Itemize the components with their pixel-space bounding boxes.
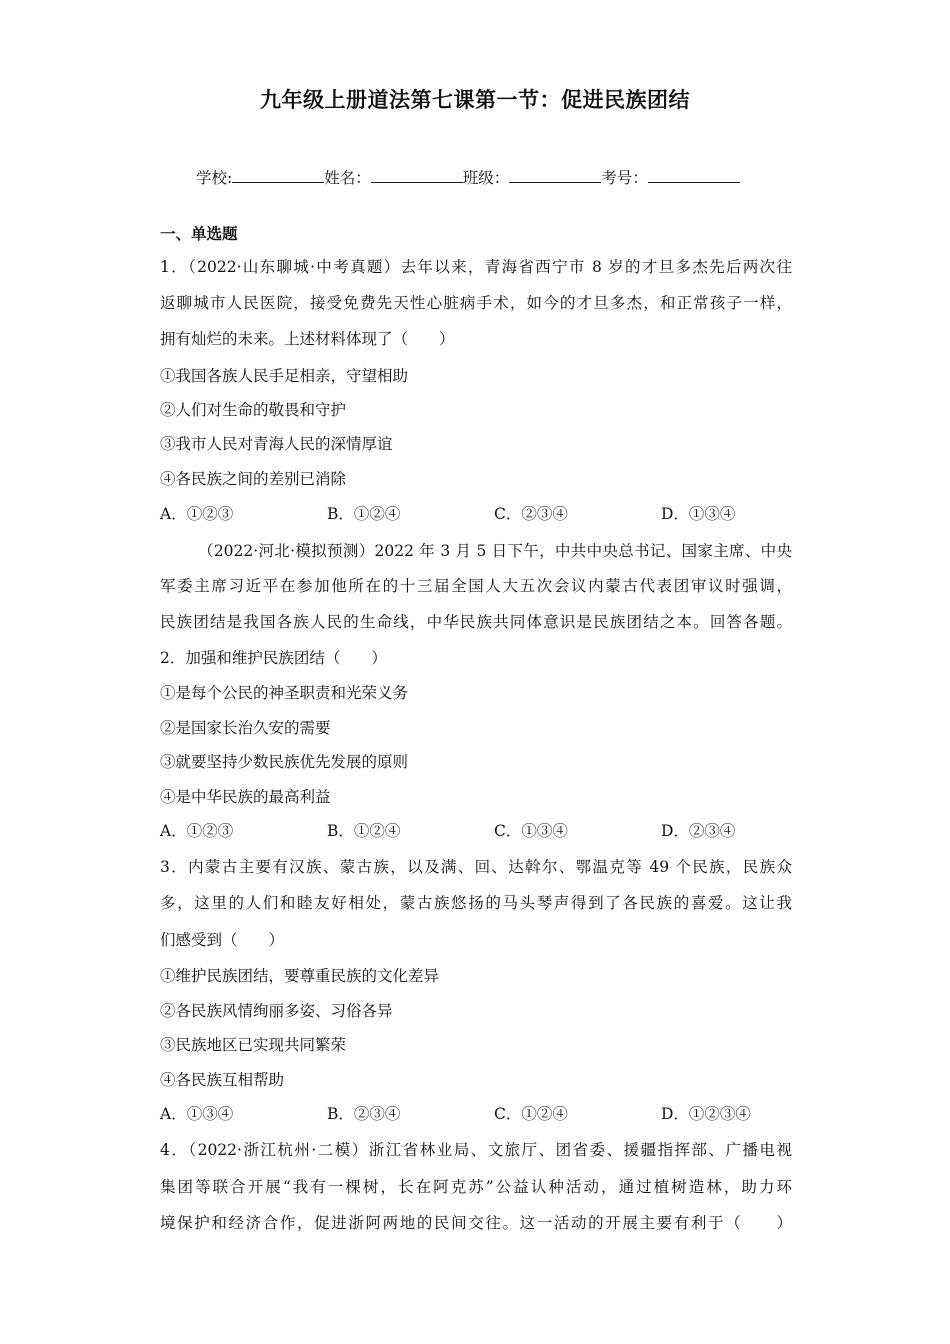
q2-line-1: 2．加强和维护民族团结（ ） (160, 649, 387, 667)
q1-option-a: A．①②③ (160, 505, 234, 523)
q3-option-a: A．①③④ (160, 1105, 234, 1123)
school-label: 学校: (196, 169, 233, 187)
material-line-3: 民族团结是我国各族人民的生命线，中华民族共同体意识是民族团结之本。回答各题。 (160, 613, 792, 631)
q3-item-2: ②各民族风情绚丽多姿、习俗各异 (160, 1002, 393, 1020)
q1-line-2: 返聊城市人民医院，接受免费先天性心脏病手术，如今的才旦多杰，和正常孩子一样， (160, 294, 792, 312)
q1-item-2: ②人们对生命的敬畏和守护 (160, 401, 347, 419)
material-line-1: （2022·河北·模拟预测）2022 年 3 月 5 日下午，中共中央总书记、国家主席、中央 (198, 542, 792, 560)
q2-item-2: ②是国家长治久安的需要 (160, 719, 331, 737)
class-blank (509, 168, 601, 183)
q4-line-1: 4．（2022·浙江杭州·二模）浙江省林业局、文旅厅、团省委、援疆指挥部、广播电视 (160, 1141, 792, 1159)
student-info-row (196, 166, 740, 188)
q1-line-3: 拥有灿烂的未来。上述材料体现了（ ） (160, 330, 455, 348)
q2-item-3: ③就要坚持少数民族优先发展的原则 (160, 753, 409, 771)
q3-option-b: B．②③④ (327, 1105, 401, 1123)
q1-item-4: ④各民族之间的差别已消除 (160, 470, 347, 488)
q3-option-c: C．①②④ (494, 1105, 568, 1123)
name-label: 姓名： (324, 169, 371, 187)
q3-option-d: D．①②③④ (661, 1105, 751, 1123)
q2-item-4: ④是中华民族的最高利益 (160, 788, 331, 806)
school-blank (232, 168, 324, 183)
q3-line-2: 多，这里的人们和睦友好相处，蒙古族悠扬的马头琴声得到了各民族的喜爱。这让我 (160, 894, 792, 912)
q2-option-d: D．②③④ (661, 822, 736, 840)
class-label: 班级： (462, 169, 510, 187)
q1-item-1: ①我国各族人民手足相亲，守望相助 (160, 367, 409, 385)
section-heading: 一、单选题 (160, 225, 238, 243)
q3-item-4: ④各民族互相帮助 (160, 1071, 285, 1089)
q1-option-b: B．①②④ (327, 505, 401, 523)
q3-line-3: 们感受到（ ） (160, 931, 285, 949)
q1-line-1: 1．（2022·山东聊城·中考真题）去年以来，青海省西宁市 8 岁的才旦多杰先后两次往 (160, 258, 792, 276)
exam-number-label: 考号： (601, 169, 648, 187)
q4-line-3: 境保护和经济合作，促进浙阿两地的民间交往。这一活动的开展主要有利于（ ） (160, 1214, 792, 1232)
q3-line-1: 3．内蒙古主要有汉族、蒙古族，以及满、回、达斡尔、鄂温克等 49 个民族，民族众 (160, 858, 792, 876)
q1-option-d: D．①③④ (661, 505, 736, 523)
q2-option-b: B．①②④ (327, 822, 401, 840)
q1-option-c: C．②③④ (494, 505, 568, 523)
q3-item-3: ③民族地区已实现共同繁荣 (160, 1036, 347, 1054)
material-line-2: 军委主席习近平在参加他所在的十三届全国人大五次会议内蒙古代表团审议时强调， (160, 577, 792, 595)
q3-item-1: ①维护民族团结，要尊重民族的文化差异 (160, 967, 440, 985)
q1-item-3: ③我市人民对青海人民的深情厚谊 (160, 435, 393, 453)
q2-option-c: C．①③④ (494, 822, 568, 840)
q2-option-a: A．①②③ (160, 822, 234, 840)
q2-item-1: ①是每个公民的神圣职责和光荣义务 (160, 684, 409, 702)
q4-line-2: 集团等联合开展“我有一棵树，长在阿克苏”公益认种活动，通过植树造林，助力环 (160, 1178, 792, 1196)
name-blank (371, 168, 463, 183)
exam-number-blank (648, 168, 740, 183)
page-title: 九年级上册道法第七课第一节：促进民族团结 (260, 88, 690, 112)
